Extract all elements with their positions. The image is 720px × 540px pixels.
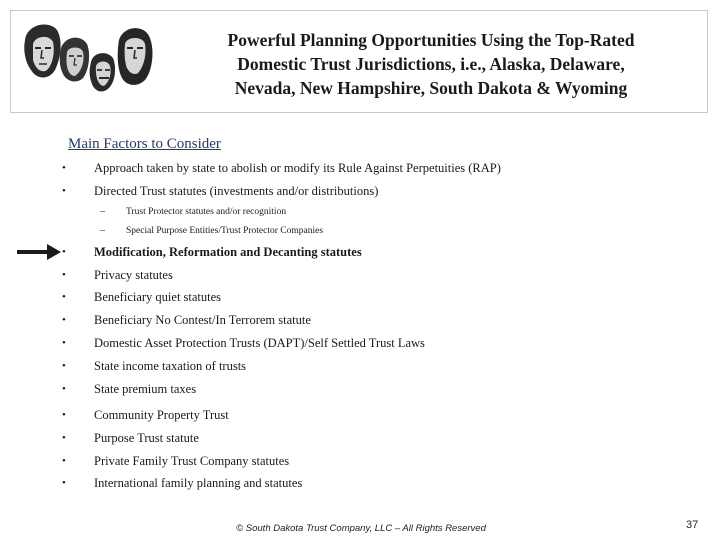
list-item	[0, 334, 720, 352]
list-item-text: Purpose Trust statute	[94, 431, 199, 445]
list-item	[0, 452, 720, 470]
title-line-1: Powerful Planning Opportunities Using the Top-Rated	[227, 30, 635, 50]
bullet: •	[62, 291, 66, 303]
bullet: •	[62, 360, 66, 372]
bullet: •	[62, 409, 66, 421]
list-item-text: Private Family Trust Company statutes	[94, 454, 290, 468]
title-line-2: Domestic Trust Jurisdictions, i.e., Alaska, Delaware,	[237, 54, 625, 74]
bullet: •	[62, 314, 66, 326]
mount-rushmore-icon	[17, 18, 157, 106]
bullet: •	[62, 162, 66, 174]
list-item-text: State premium taxes	[94, 382, 197, 396]
list-item	[0, 380, 720, 398]
slide-title	[171, 28, 691, 100]
list-item	[0, 429, 720, 447]
dash: –	[100, 225, 105, 236]
list-item-text: Directed Trust statutes (investments and/or distributions)	[94, 184, 379, 198]
bullet: •	[62, 383, 66, 395]
bullet: •	[62, 269, 66, 281]
footer-copyright: © South Dakota Trust Company, LLC – All Rights Reserved	[236, 523, 486, 534]
list-item	[0, 311, 720, 329]
list-item	[0, 159, 720, 177]
bullet: •	[62, 337, 66, 349]
list-item-highlighted	[0, 243, 720, 261]
list-item	[0, 357, 720, 375]
list-item-text: Beneficiary No Contest/In Terrorem statute	[94, 313, 311, 327]
list-item-text: State income taxation of trusts	[94, 359, 247, 373]
list-item-text: Privacy statutes	[94, 268, 173, 282]
sub-list-item	[0, 205, 720, 219]
list-item	[0, 266, 720, 284]
page-number: 37	[686, 519, 699, 531]
list-item-text: Community Property Trust	[94, 408, 229, 422]
dash: –	[100, 206, 105, 217]
bullet: •	[62, 455, 66, 467]
section-heading: Main Factors to Consider	[68, 136, 221, 152]
list-item	[0, 288, 720, 306]
list-item-text: Modification, Reformation and Decanting statutes	[94, 245, 362, 259]
list-item-text: Domestic Asset Protection Trusts (DAPT)/Self Settled Trust Laws	[94, 336, 425, 350]
bullet: •	[62, 432, 66, 444]
bullet: •	[62, 246, 66, 258]
list-item-text: International family planning and statutes	[94, 476, 303, 490]
list-item	[0, 182, 720, 200]
bullet: •	[62, 477, 66, 489]
list-item	[0, 406, 720, 424]
title-line-3: Nevada, New Hampshire, South Dakota & Wyoming	[234, 78, 628, 98]
list-item	[0, 474, 720, 492]
sub-list-item-text: Trust Protector statutes and/or recognition	[126, 207, 287, 217]
sub-list-item-text: Special Purpose Entities/Trust Protector Companies	[126, 226, 324, 236]
list-item-text: Approach taken by state to abolish or modify its Rule Against Perpetuities (RAP)	[94, 161, 501, 175]
header-box	[10, 10, 708, 113]
list-item-text: Beneficiary quiet statutes	[94, 290, 222, 304]
sub-list-item	[0, 224, 720, 238]
bullet: •	[62, 185, 66, 197]
